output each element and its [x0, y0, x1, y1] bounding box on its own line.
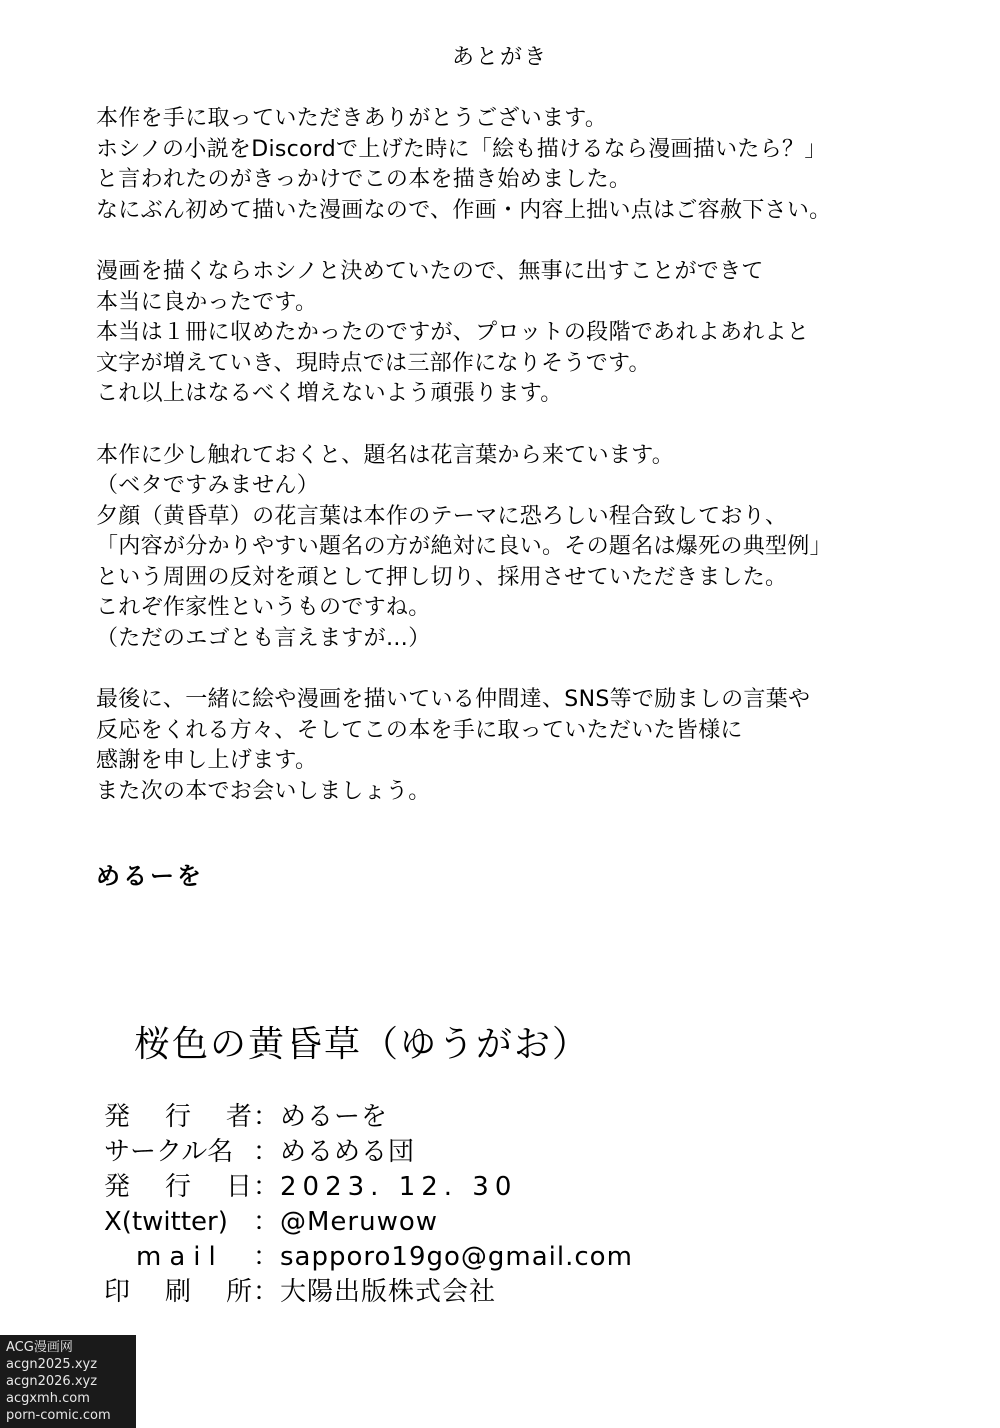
text-line: （ベタですみません）	[96, 473, 320, 498]
site-watermark	[0, 1335, 136, 1428]
separator: ：	[252, 1277, 279, 1307]
colophon-row-mail	[104, 1236, 633, 1271]
mail-label: mail	[136, 1242, 224, 1272]
text-line: 漫画を描くならホシノと決めていたので、無事に出すことができて	[96, 259, 764, 284]
watermark-line: ACG漫画网	[6, 1340, 73, 1355]
text-line: と言われたのがきっかけでこの本を描き始めました。	[96, 167, 632, 192]
publisher-value: めるーを	[280, 1102, 389, 1132]
separator: ：	[252, 1242, 279, 1272]
watermark-line: porn-comic.com	[6, 1408, 111, 1423]
mail-value: sapporo19go@gmail.com	[280, 1242, 633, 1272]
printer-value: 大陽出版株式会社	[280, 1277, 497, 1307]
paragraph-hoshino	[96, 257, 976, 410]
twitter-label: X(twitter)	[104, 1207, 228, 1237]
paragraph-title	[96, 441, 976, 655]
afterword-body	[96, 104, 976, 807]
afterword-heading: あとがき	[451, 45, 548, 70]
watermark-line: acgxmh.com	[6, 1391, 90, 1406]
colophon-row-publisher	[104, 1096, 633, 1131]
text-line: また次の本でお会いしましょう。	[96, 778, 431, 804]
date-label: 発 行 日	[104, 1172, 252, 1202]
date-value: 2023. 12. 30	[280, 1172, 518, 1202]
text-line: 本作に少し触れておくと、題名は花言葉から来ています。	[96, 442, 675, 468]
paragraph-closing	[96, 685, 976, 807]
colophon-row-printer	[104, 1271, 633, 1306]
separator: ：	[252, 1172, 279, 1202]
book-title: 桜色の黄昏草（ゆうがお）	[134, 1024, 591, 1065]
text-line: 文字が増えていき、現時点では三部作になりそうです。	[96, 350, 651, 376]
text-line: なにぶん初めて描いた漫画なので、作画・内容上拙い点はご容赦下さい。	[96, 197, 832, 223]
watermark-line: acgn2026.xyz	[6, 1374, 98, 1389]
circle-value: めるめる団	[280, 1137, 416, 1167]
separator: ：	[252, 1137, 279, 1167]
text-line: という周囲の反対を頑として押し切り、採用させていただきました。	[96, 564, 788, 590]
text-line: これ以上はなるべく増えないよう頑張ります。	[96, 381, 563, 406]
text-line: 最後に、一緒に絵や漫画を描いている仲間達、SNS等で励ましの言葉や	[96, 687, 811, 712]
text-line: 本作を手に取っていただきありがとうございます。	[96, 106, 608, 131]
watermark-line: acgn2025.xyz	[6, 1357, 98, 1372]
text-line: 「内容が分かりやすい題名の方が絶対に良い。その題名は爆死の典型例」	[96, 534, 832, 559]
text-line: （ただのエゴとも言えますが…）	[96, 625, 431, 651]
circle-label: サークル名	[104, 1137, 234, 1167]
colophon-row-twitter	[104, 1201, 633, 1236]
paragraph-thanks	[96, 104, 976, 226]
text-line: 本当は１冊に収めたかったのですが、プロットの段階であれよあれよと	[96, 320, 810, 345]
text-line: 本当に良かったです。	[96, 289, 318, 315]
text-line: 夕顔（黄昏草）の花言葉は本作のテーマに恐ろしい程合致しており、	[96, 503, 788, 529]
colophon-row-circle	[104, 1131, 633, 1166]
twitter-value: @Meruwow	[280, 1207, 439, 1237]
text-line: 反応をくれる方々、そしてこの本を手に取っていただいた皆様に	[96, 717, 743, 743]
colophon-row-date	[104, 1166, 633, 1201]
text-line: これぞ作家性というものですね。	[96, 595, 431, 620]
publisher-label: 発 行 者	[104, 1102, 252, 1132]
separator: ：	[252, 1102, 279, 1132]
printer-label: 印 刷 所	[104, 1277, 252, 1307]
colophon	[104, 1096, 633, 1306]
text-line: 感謝を申し上げます。	[96, 748, 318, 773]
separator: ：	[252, 1207, 279, 1237]
text-line: ホシノの小説をDiscordで上げた時に「絵も描けるなら漫画描いたら？」	[96, 136, 827, 162]
author-signature: めるーを	[96, 862, 204, 890]
